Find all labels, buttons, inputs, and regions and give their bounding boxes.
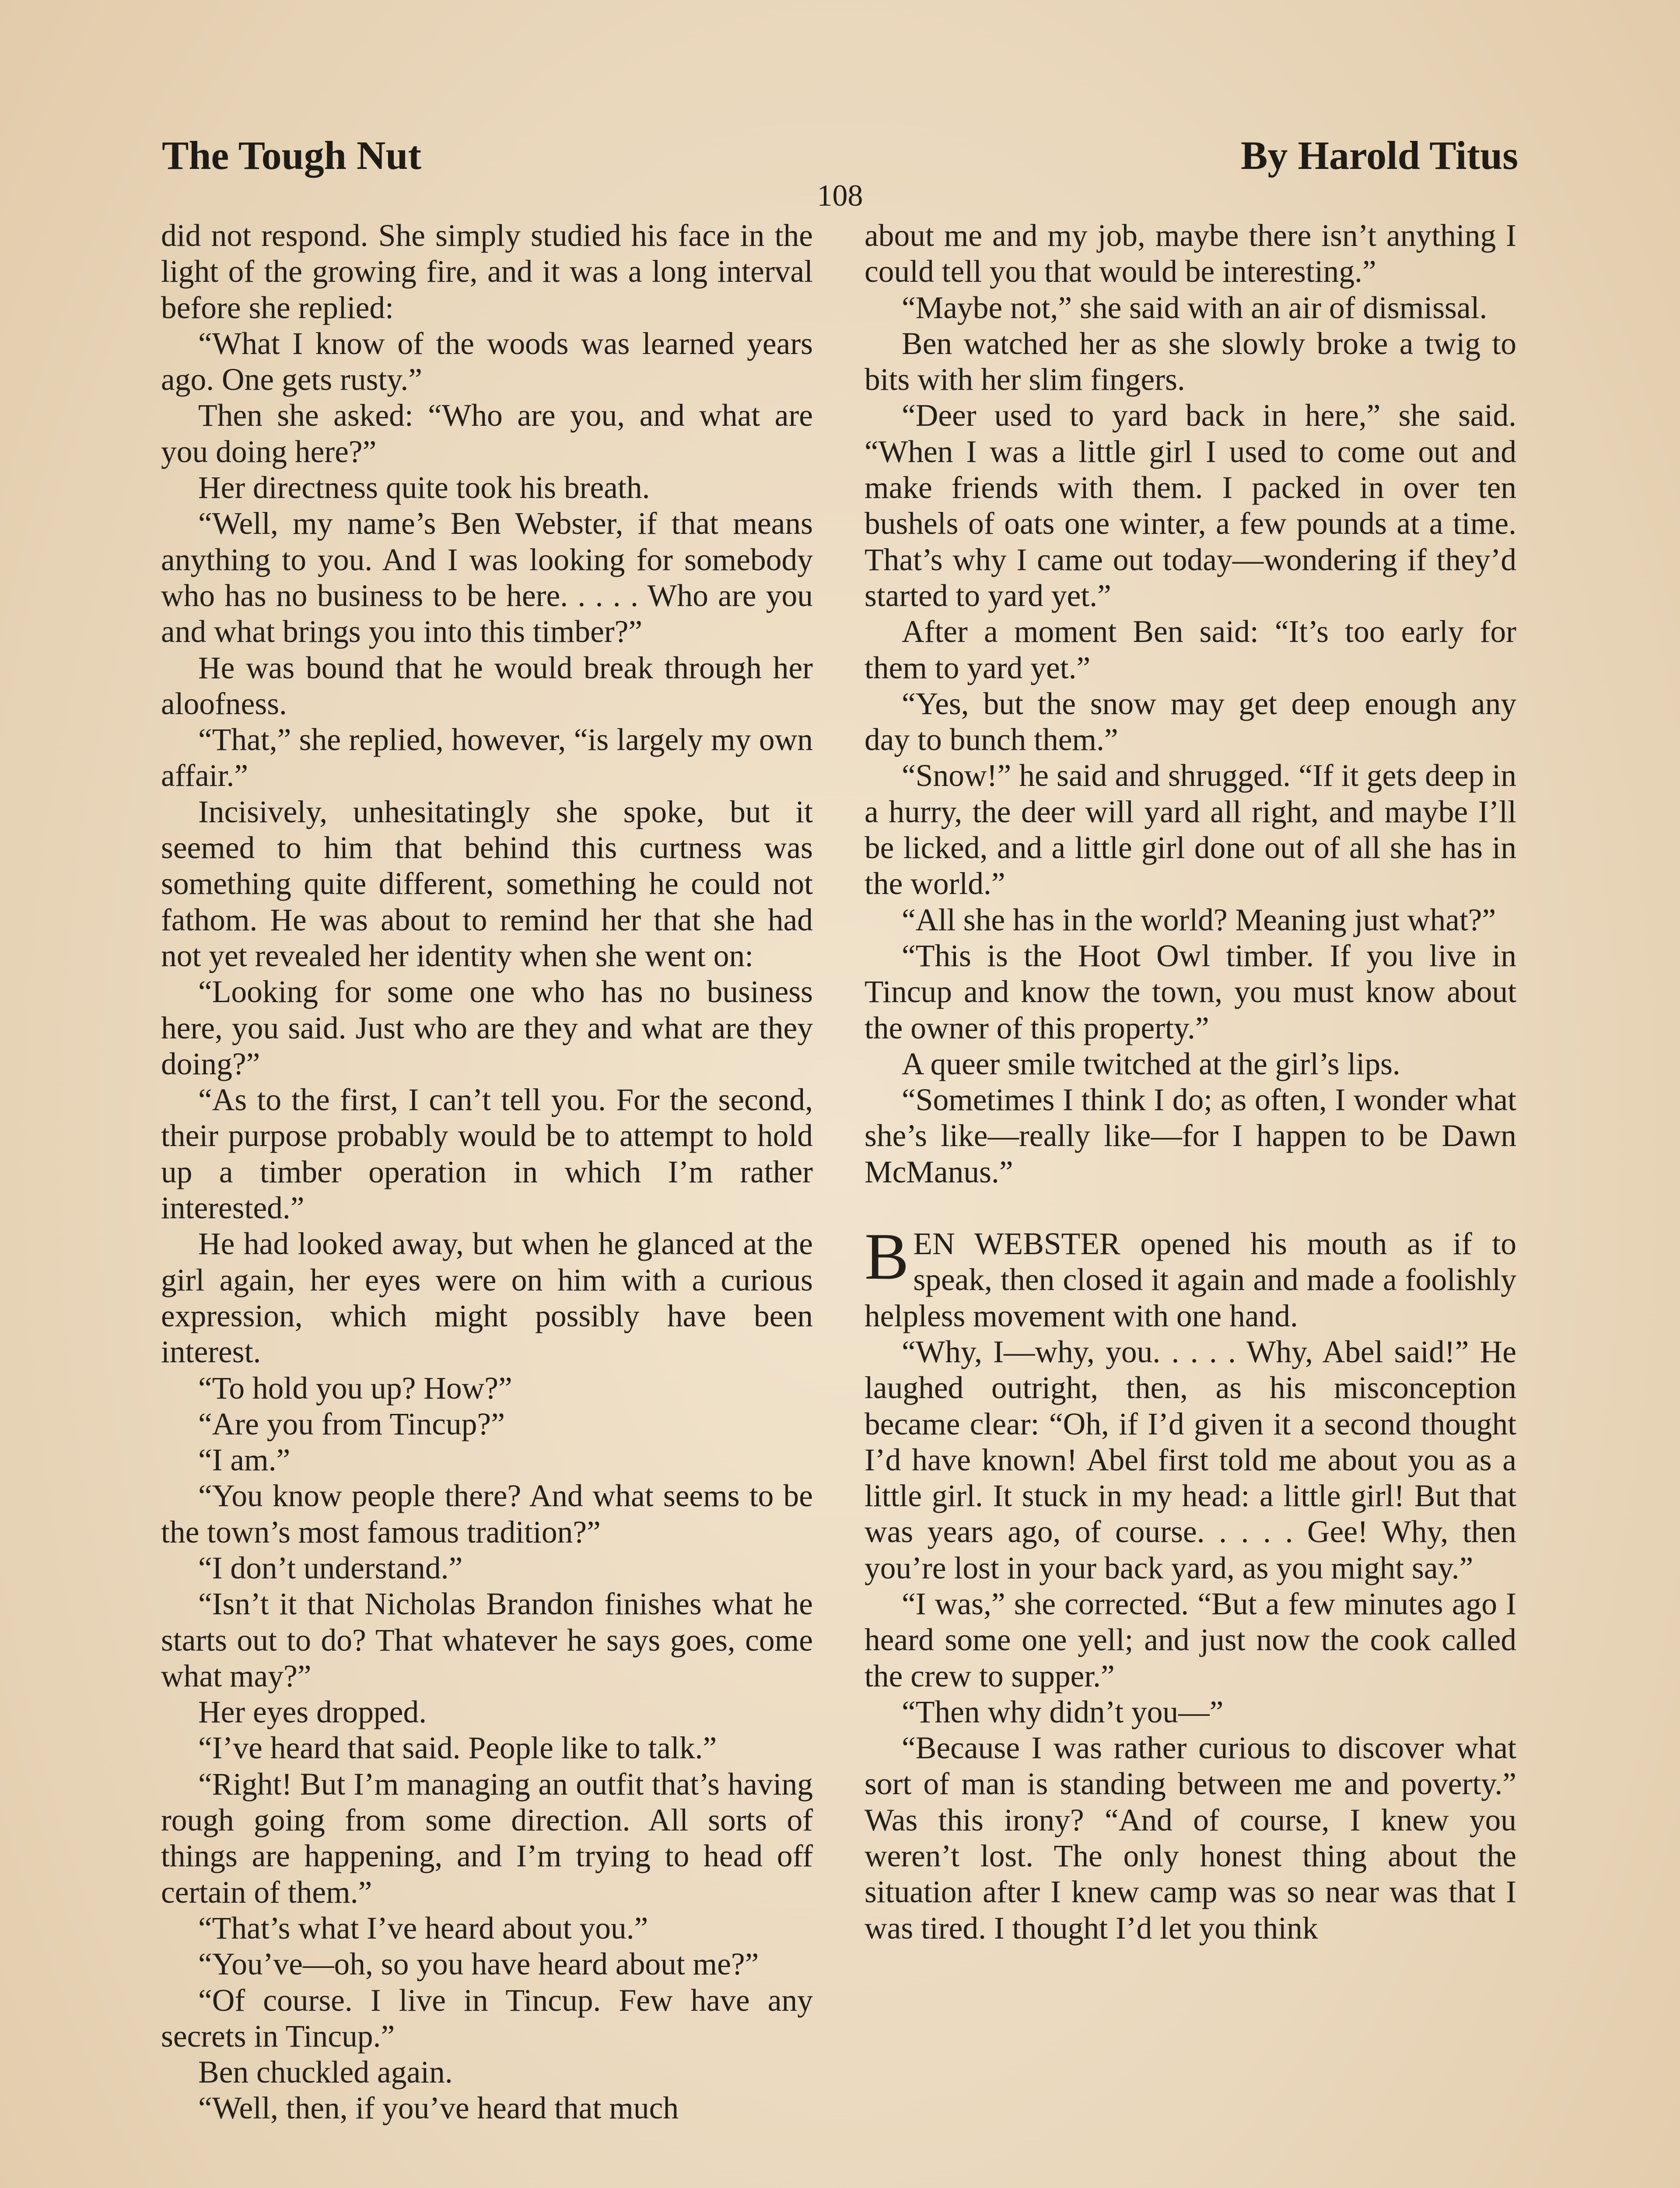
section-opening-text: EN WEBSTER opened his mouth as if to speak, then closed it again and made a foolishly helpless movement with one hand.: [864, 1227, 1516, 1333]
paragraph: “Snow!” he said and shrugged. “If it gets deep in a hurry, the deer will yard all right, and maybe I’ll be licked, and a little girl done out of all she has in the world.”: [864, 758, 1516, 901]
paragraph: A queer smile twitched at the girl’s lips.: [902, 1046, 1400, 1081]
story-title: The Tough Nut: [162, 133, 422, 178]
story-author: By Harold Titus: [1240, 133, 1518, 178]
paragraph: “As to the first, I can’t tell you. For the second, their purpose probably would be to attempt to hold up a timber operation in which I’m rather interested.”: [161, 1083, 813, 1226]
paragraph: Her directness quite took his breath.: [198, 470, 650, 505]
paragraph: “Then why didn’t you—”: [902, 1694, 1224, 1729]
paragraph: “To hold you up? How?”: [198, 1371, 512, 1406]
paragraph: “Well, then, if you’ve heard that much: [198, 2091, 679, 2126]
paragraph: “Right! But I’m managing an outfit that’s having rough going from some direction. All sorts of things are happening, and I’m trying to head off certain of them.”: [161, 1767, 813, 1910]
paragraph: “Maybe not,” she said with an air of dismissal.: [902, 290, 1488, 325]
paragraph: Her eyes dropped.: [198, 1695, 427, 1730]
paragraph: After a moment Ben said: “It’s too early for them to yard yet.”: [864, 614, 1516, 685]
paragraph: “What I know of the woods was learned years ago. One gets rusty.”: [161, 326, 813, 397]
left-column: [161, 218, 813, 2127]
paragraph: He had looked away, but when he glanced at the girl again, her eyes were on him with a curious expression, which might possibly have been interest.: [161, 1227, 813, 1370]
drop-cap: B: [864, 1220, 909, 1294]
paragraph: “I don’t understand.”: [198, 1550, 463, 1585]
paragraph: Incisively, unhesitatingly she spoke, but it seemed to him that behind this curtness was something quite different, something he could not fathom. He was about to remind her that she had not yet revealed her identity when she went on:: [161, 794, 813, 973]
paragraph: “Looking for some one who has no business here, you said. Just who are they and what are they doing?”: [161, 975, 813, 1081]
paragraph: “Of course. I live in Tincup. Few have any secrets in Tincup.”: [161, 1983, 813, 2054]
paragraph: “Sometimes I think I do; as often, I wonder what she’s like—really like—for I happen to be Dawn McManus.”: [864, 1083, 1516, 1189]
right-column: [864, 218, 1516, 1946]
paragraph: “That,” she replied, however, “is largely my own affair.”: [161, 722, 813, 793]
paragraph: “All she has in the world? Meaning just what?”: [902, 902, 1496, 937]
paragraph: Ben chuckled again.: [198, 2055, 453, 2090]
paragraph: “This is the Hoot Owl timber. If you live in Tincup and know the town, you must know about the owner of this property.”: [864, 938, 1516, 1045]
paragraph: about me and my job, maybe there isn’t anything I could tell you that would be interesting.”: [864, 218, 1516, 289]
paragraph: “Why, I—why, you. . . . . Why, Abel said!” He laughed outright, then, as his misconception became clear: “Oh, if I’d given it a second thought I’d have known! Abel first told me about you as a little girl. It stuck in my head: a little girl! But that was years ago, of course. . . . . Gee! Why, then you’re lost in your back yard, as you might say.”: [864, 1334, 1516, 1585]
paragraph: “Deer used to yard back in here,” she said. “When I was a little girl I used to come out and make friends with them. I packed in over ten bushels of oats one winter, a few pounds at a time. That’s why I came out today—wondering if they’d started to yard yet.”: [864, 398, 1516, 613]
paragraph: “Well, my name’s Ben Webster, if that means anything to you. And I was looking for somebody who has no business to be here. . . . . Who are you and what brings you into this timber?”: [161, 506, 813, 649]
section-opening-paragraph: [864, 1220, 1516, 1334]
paragraph: “Isn’t it that Nicholas Brandon finishes what he starts out to do? That whatever he says goes, come what may?”: [161, 1587, 813, 1694]
running-head: [162, 131, 1518, 179]
paragraph: “Are you from Tincup?”: [198, 1406, 505, 1441]
paragraph: Ben watched her as she slowly broke a twig to bits with her slim fingers.: [864, 326, 1516, 397]
paragraph: “I was,” she corrected. “But a few minutes ago I heard some one yell; and just now the cook called the crew to supper.”: [864, 1586, 1516, 1694]
paragraph: “You’ve—oh, so you have heard about me?”: [198, 1947, 759, 1982]
paragraph: “I am.”: [198, 1443, 290, 1478]
paragraph: He was bound that he would break through her aloofness.: [161, 650, 813, 721]
paragraph: “Because I was rather curious to discover what sort of man is standing between me and poverty.” Was this irony? “And of course, I knew you weren’t lost. The only honest thing about the situation after I knew camp was so near was that I was tired. I thought I’d let you think: [864, 1731, 1516, 1946]
paragraph: “Yes, but the snow may get deep enough any day to bunch them.”: [864, 686, 1516, 757]
page-number: 108: [817, 179, 863, 213]
paragraph: did not respond. She simply studied his face in the light of the growing fire, and it was a long interval before she replied:: [161, 218, 813, 325]
paragraph: “You know people there? And what seems to be the town’s most famous tradition?”: [161, 1479, 813, 1550]
paragraph: “I’ve heard that said. People like to talk.”: [198, 1731, 717, 1766]
paragraph: “That’s what I’ve heard about you.”: [198, 1911, 648, 1946]
paragraph: Then she asked: “Who are you, and what are you doing here?”: [161, 398, 813, 469]
